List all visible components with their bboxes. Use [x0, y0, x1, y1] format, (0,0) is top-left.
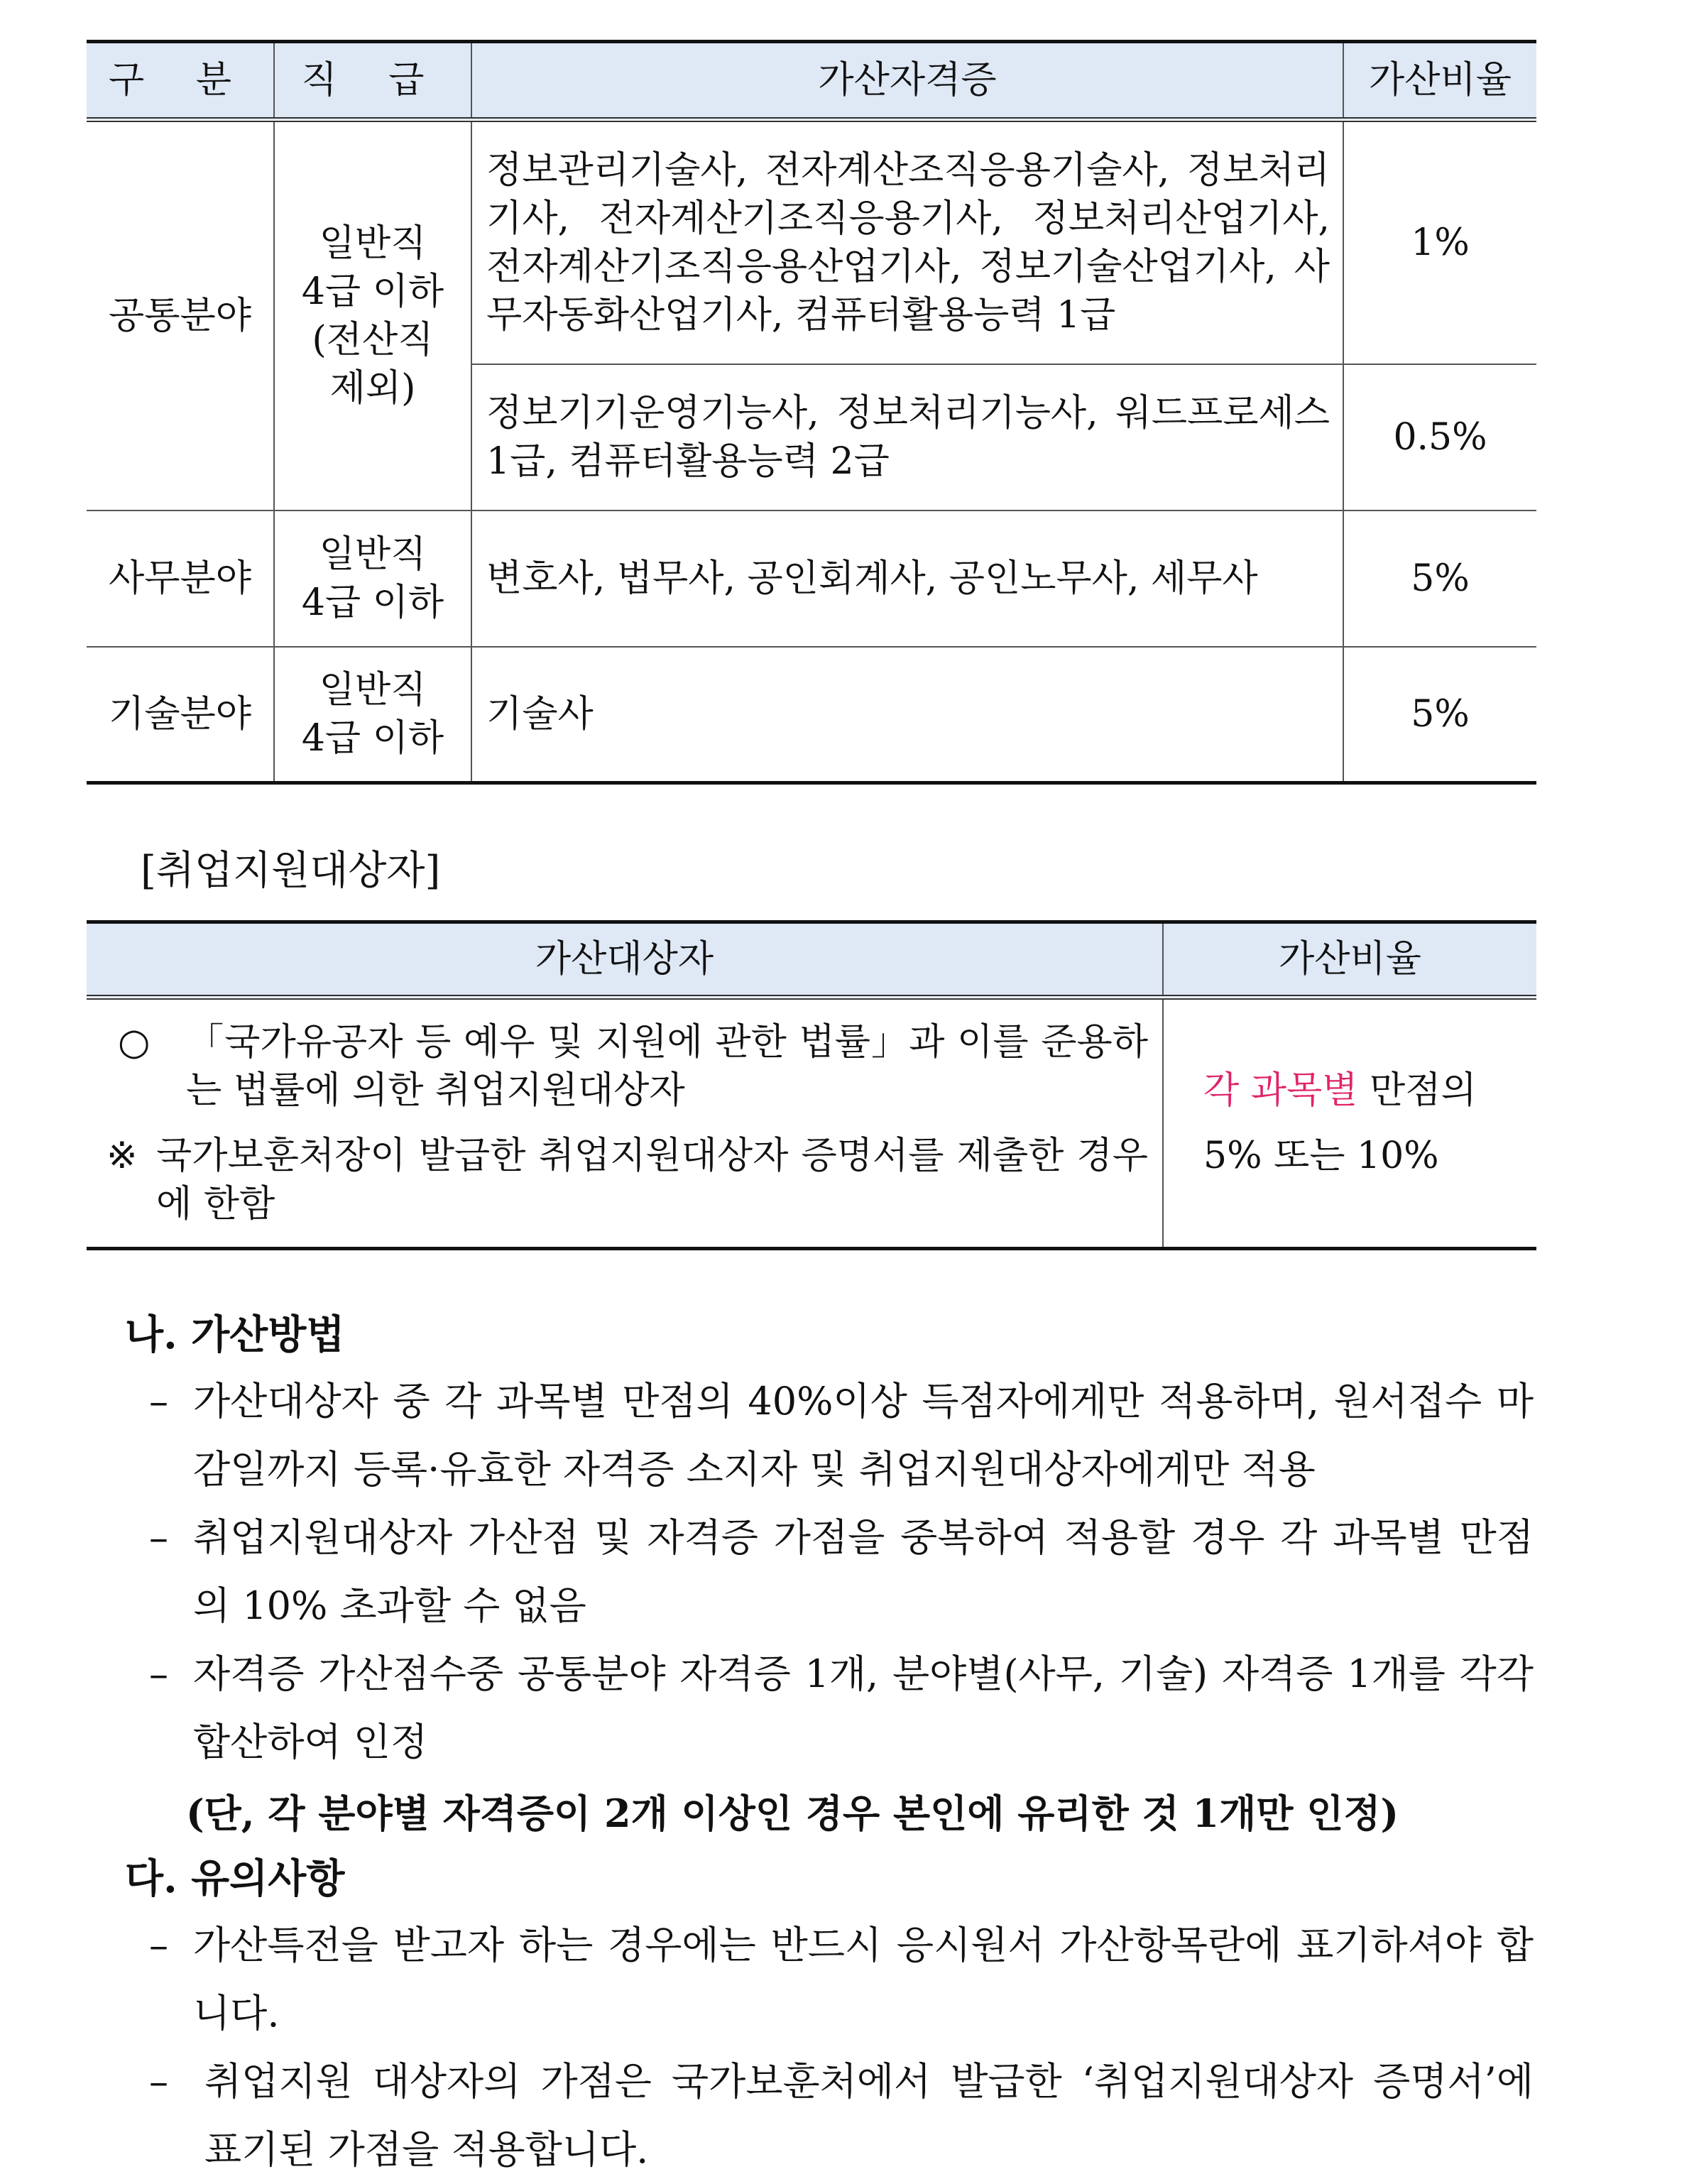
method-item [149, 1504, 1534, 1640]
grade-tech [274, 647, 471, 783]
certificate-bonus-table [87, 40, 1536, 785]
header-rate: 가산비율 [1343, 42, 1536, 120]
certificates-common-1: 정보관리기술사, 전자계산조직응용기술사, 정보처리기사, 전자계산기조직응용기사, 정보처리산업기사, 전자계산기조직응용산업기사, 정보기술산업기사, 사무자동화산업기사, 컴퓨터활용능력 1급 [471, 120, 1343, 364]
dash-bullet-icon: – [149, 1379, 168, 1424]
table-row [87, 120, 1536, 364]
rate-rest: 만점의 [1357, 1069, 1477, 1112]
rate-office: 5% [1343, 510, 1536, 647]
employment-support-table [87, 920, 1536, 1250]
notice-item [149, 1911, 1534, 2048]
method-item [149, 1367, 1534, 1504]
list-item [118, 1018, 1162, 1115]
section-label-employment-support: [취업지원대상자] [141, 848, 441, 894]
grade-line: 4급 이하 [301, 270, 444, 313]
header-rate: 가산비율 [1163, 922, 1536, 998]
dash-bullet-icon: – [149, 1923, 168, 1967]
grade-line: 제외) [329, 366, 416, 410]
grade-line: 일반직 [319, 222, 427, 265]
certificates-office: 변호사, 법무사, 공인회계사, 공인노무사, 세무사 [471, 510, 1343, 647]
notice-text: 취업지원 대상자의 가점은 국가보훈처에서 발급한 ‘취업지원대상자 증명서’에 표기된 가점을 적용합니다. [204, 2059, 1534, 2172]
rate-common-2: 0.5% [1343, 364, 1536, 510]
grade-line: (전산직 [312, 318, 434, 361]
section-heading-method: 나. 가산방법 [125, 1311, 345, 1358]
field-common: 공통분야 [87, 120, 274, 510]
grade-office [274, 510, 471, 647]
rate-common-1: 1% [1343, 120, 1536, 364]
header-category: 구 분 [87, 42, 274, 120]
header-certificates: 가산자격증 [471, 42, 1343, 120]
rate-cell [1163, 998, 1536, 1249]
reference-mark-icon: ※ [106, 1135, 138, 1177]
target-cell [87, 998, 1163, 1249]
method-text: 가산대상자 중 각 과목별 만점의 40%이상 득점자에게만 적용하며, 원서접수 마감일까지 등록·유효한 자격증 소지자 및 취업지원대상자에게만 적용 [193, 1379, 1534, 1492]
grade-line: 4급 이하 [301, 581, 444, 624]
grade-common [274, 120, 471, 510]
table-row [87, 647, 1536, 783]
notice-item [149, 2048, 1534, 2184]
notice-text: 가산특전을 받고자 하는 경우에는 반드시 응시원서 가산항목란에 표기하셔야 합니다. [193, 1923, 1534, 2036]
certificates-tech: 기술사 [471, 647, 1343, 783]
section-heading-notice: 다. 유의사항 [125, 1855, 345, 1902]
rate-highlight: 각 과목별 [1203, 1069, 1358, 1112]
rate-line-2: 5% 또는 10% [1203, 1135, 1439, 1177]
grade-line: 일반직 [319, 668, 427, 711]
dash-bullet-icon: – [149, 1651, 168, 1696]
table-header-row [87, 42, 1536, 120]
dash-bullet-icon: – [149, 2059, 168, 2104]
rate-line-1 [1203, 1066, 1536, 1115]
target-text: 「국가유공자 등 예우 및 지원에 관한 법률」과 이를 준용하는 법률에 의한 취업지원대상자 [186, 1021, 1148, 1112]
method-text: 자격증 가산점수중 공통분야 자격증 1개, 분야별(사무, 기술) 자격증 1개를 각각 합산하여 인정 [193, 1651, 1534, 1764]
field-tech: 기술분야 [87, 647, 274, 783]
method-note: (단, 각 분야별 자격증이 2개 이상인 경우 본인에 유리한 것 1개만 인정) [186, 1791, 1399, 1836]
circle-bullet-icon: ○ [118, 1021, 151, 1064]
grade-line: 일반직 [319, 533, 427, 576]
dash-bullet-icon: – [149, 1515, 168, 1560]
method-item [149, 1640, 1534, 1776]
note-text: 국가보훈처장이 발급한 취업지원대상자 증명서를 제출한 경우에 한함 [156, 1135, 1148, 1225]
table-row [87, 998, 1536, 1249]
list-item [95, 1132, 1162, 1228]
rate-tech: 5% [1343, 647, 1536, 783]
grade-line: 4급 이하 [301, 716, 444, 760]
method-text: 취업지원대상자 가산점 및 자격증 가점을 중복하여 적용할 경우 각 과목별 만점의 10% 초과할 수 없음 [193, 1515, 1534, 1628]
field-office: 사무분야 [87, 510, 274, 647]
header-grade: 직 급 [274, 42, 471, 120]
header-target: 가산대상자 [87, 922, 1163, 998]
certificates-common-2: 정보기기운영기능사, 정보처리기능사, 워드프로세스 1급, 컴퓨터활용능력 2급 [471, 364, 1343, 510]
table-header-row [87, 922, 1536, 998]
table-row [87, 510, 1536, 647]
